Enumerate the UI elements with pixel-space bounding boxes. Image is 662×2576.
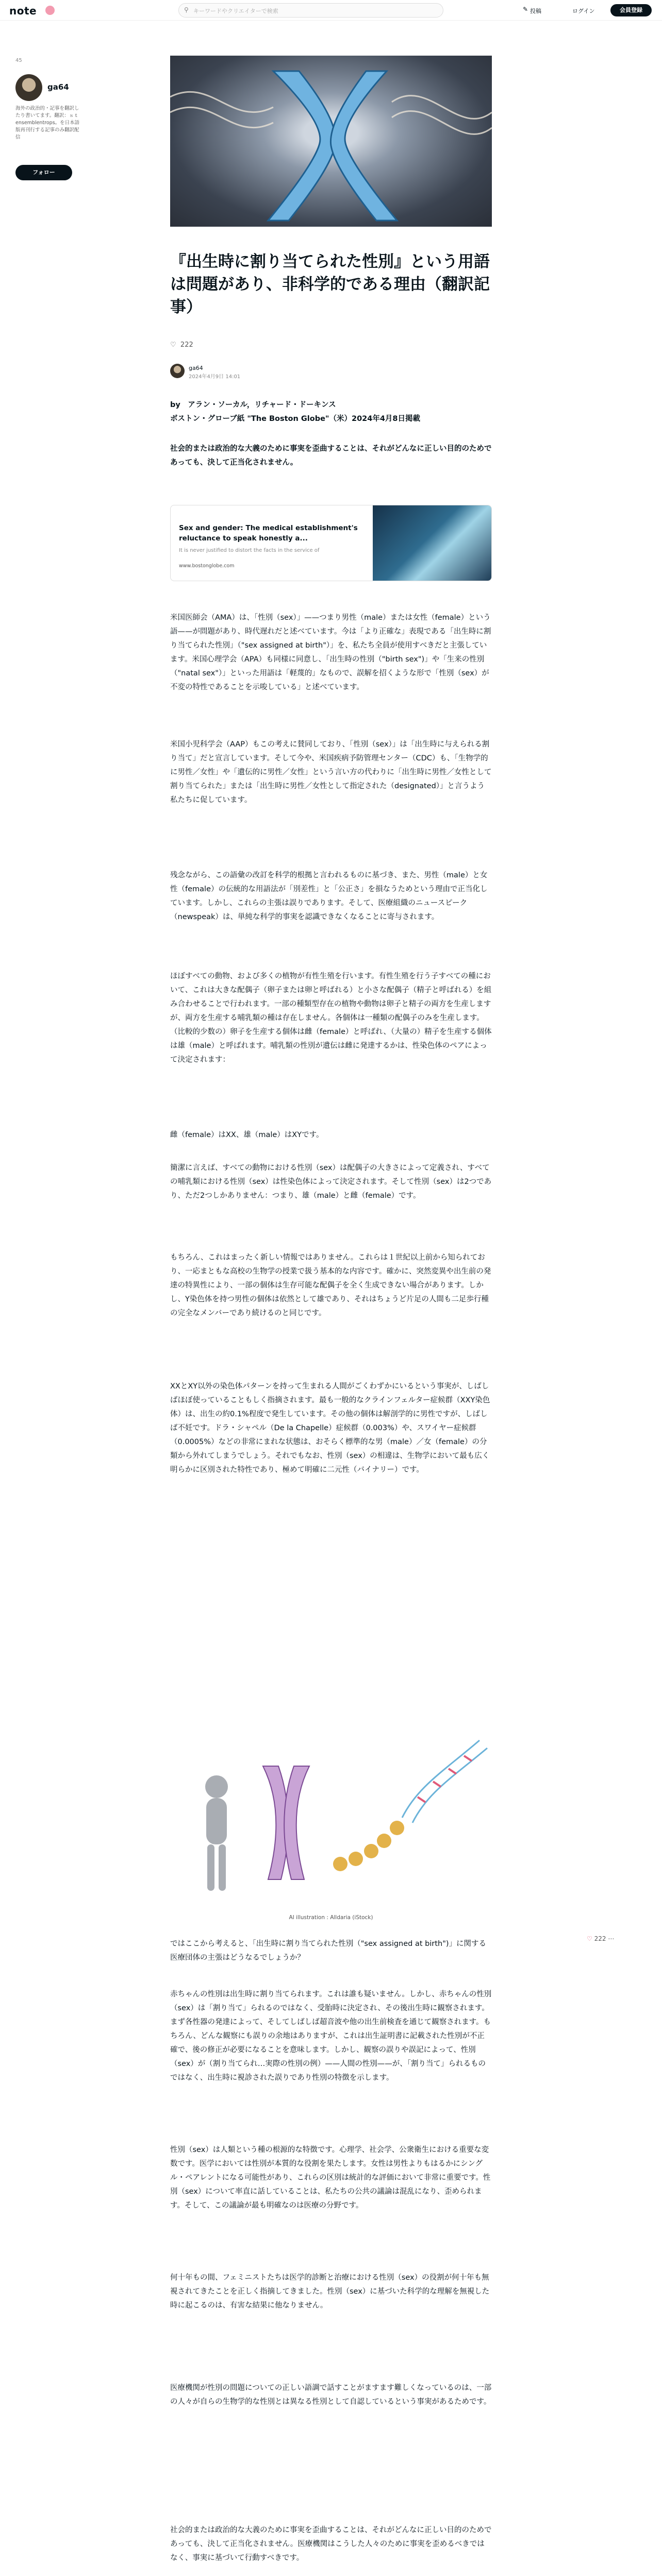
paragraph-9: 赤ちゃんの性別は出生時に割り当てられます。これは誰も疑いません。しかし、赤ちゃんの性別（sex）は「割り当て」られるのではなく、受胎時に決定され、その後出生時に観察されます。まず各性器の発達によって、そしてしばしば超音波や他の出生前検査を通じて観察されます。もちろん、どんな観察にも誤りの余地はありますが、これは出生証明書に記載された性別が不正確で、後の修正が必要になることを意味します。しかし、観察の誤りや誤記によって、性別（sex）が（割り当てられ…実際の性別の例）——人間の性別——が、「割り当て」られるものではなく、出生時に視診された誤りであり性別の特徴を示します。: [170, 1990, 492, 2082]
card-description: It is never justified to distort the facts in the service of: [179, 548, 320, 553]
link-card[interactable]: [170, 505, 492, 581]
author-avatar[interactable]: [170, 364, 185, 378]
paragraph-3: 残念ながら、この語彙の改訂を科学的根拠と言われるものに基づき、また、男性（male）と女性（female）の伝統的な用語法が「別差性」と「公正さ」を損なうためという理由で正当化しています。しかし、これらの主張は誤りであります。そして、医療組織のニュースピーク（newspeak）は、単純な科学的事実を認識できなくなることに寄与されます。: [170, 871, 488, 921]
byline-1: by アラン・ソーカル，リチャード・ドーキンス: [170, 401, 336, 409]
card-url: www.bostonglobe.com: [179, 563, 235, 569]
follow-button[interactable]: フォロー: [15, 165, 72, 180]
paragraph-11: 何十年もの間、フェミニストたちは医学的診断と治療における性別（sex）の役割が何十年も無視されてきたことを正しく指摘してきました。性別（sex）に基づいた科学的な理解を無視した時に起こるのは、有害な結果に他なりません。: [170, 2274, 490, 2310]
like-counter[interactable]: [170, 341, 193, 349]
search-icon: ⚲: [184, 6, 189, 13]
sidebar-small-label: 45: [15, 58, 22, 63]
post-link[interactable]: 投稿: [530, 8, 541, 14]
paragraph-10: 性別（sex）は人類という種の根源的な特徴です。心理学、社会学、公衆衛生における重要な変数です。医学においては性別が本質的な役割を果たします。女性は男性よりもはるかにシングル・ペアレントになる可能性があり、これらの区別は統計的な評価において非常に重要です。性別（sex）について率直に話していることは、私たちの公共の議論は混乱になり、歪められます。そして、この議論が最も明確なのは医療の分野です。: [170, 2146, 491, 2210]
chromosome-illustration: [170, 56, 492, 227]
paragraph-4b: 雌（female）はXX、雄（male）はXYです。: [170, 1131, 324, 1139]
publish-date: 2024年4月9日 14:01: [189, 374, 241, 380]
chromosome-dna-illustration: [170, 1709, 492, 1905]
article-title: 『出生時に割り当てられた性別』という用語は問題があり、非科学的である理由（翻訳記事）: [170, 252, 490, 316]
paragraph-1: 米国医師会（AMA）は、「性別（sex）」——つまり男性（male）または女性（female）という語——が問題があり、時代遅れだと述べています。今は「より正確な」表現である「出生時に割り当てられた性別」（"sex assigned at birth"）」を、私たち全員が使用すべきだと主張しています。米国心理学会（APA）も同様に同意し、「出生時の性別（"birth sex")」や「生来の性別（"natal sex"）」といった用語は「軽蔑的」なもので、誤解を招くような形で「性別（sex）が不変の特性であることを示唆している」と述べています。: [170, 614, 491, 691]
paragraph-12: 医療機関が性別の問題についての正しい語調で話すことがますます難しくなっているのは、一部の人々が自らの生物学的な性別とは異なる性別として自認しているという事実があるためです。: [170, 2384, 492, 2406]
paragraph-6: もちろん、これはまったく新しい情報ではありません。これらは１世紀以上前から知られており、一応まともな高校の生物学の授業で扱う基本的な内容です。確かに、突然変異や出生前の発達の特異性により、一部の個体は生存可能な配偶子を全く生成できない場合があります。しかし、Y染色体を持つ男性の個体は依然として雄であり、それはちょうど片足の人間も二足歩行種の完全なメンバーであり続けるのと同じです。: [170, 1253, 491, 1317]
avatar[interactable]: [15, 74, 42, 101]
register-button[interactable]: 会員登録: [610, 4, 652, 16]
paragraph-8: ではここから考えると、「出生時に割り当てられた性別（"sex assigned at birth")」に関する医療団体の主張はどうなるでしょうか？: [170, 1940, 487, 1962]
floating-like-button[interactable]: [587, 1935, 614, 1942]
paragraph-4: ほぼすべての動物、および多くの植物が有性生殖を行います。有性生殖を行う子すべての種において、これは大きな配偶子（卵子または卵と呼ばれる）と小さな配偶子（精子と呼ばれる）を組み合わせることで行われます。一部の種類型存在の植物や動物は卵子と精子の両方を生産しますが、両方を生産する哺乳類の種は存在しません。各個体は一種類の配偶子のみを生産します。（比較的少数の）卵子を生産する個体は雌（female）と呼ばれ、（大量の）精子を生産する個体は雄（male）と呼ばれます。哺乳類の性別が遺伝は雌に発達するかは、性染色体のペアによって決定されます：: [170, 972, 492, 1064]
login-link[interactable]: ログイン: [572, 8, 595, 14]
paragraph-5: 簡潔に言えば、すべての動物における性別（sex）は配偶子の大きさによって定義され、すべての哺乳類における性別（sex）は性染色体によって決定されます。そして性別（sex）は2つであり、ただ2つしかありません：つまり、雄（male）と雌（female）です。: [170, 1164, 492, 1200]
search-input[interactable]: [178, 3, 443, 18]
card-title: Sex and gender: The medical establishment's reluctance to speak honestly a...: [179, 524, 358, 543]
paragraph-13: 社会的または政治的な大義のために事実を歪曲することは、それがどんなに正しい目的のためであっても、決して正当化されません。医療機関はこうした人々のために事実を歪めるべきではなく、事実に基づいて行動すべきです。: [170, 2526, 492, 2562]
top-bar: [0, 0, 662, 21]
creator-description: 海外の政治的・記事を翻訳したり書いてます。翻訳：ｓｔ ensemblentrops。を日本語版再刊行する記事のみ翻訳配信: [15, 106, 84, 140]
pencil-icon: ✎: [523, 6, 528, 13]
heart-icon[interactable]: ♡: [587, 1935, 592, 1942]
lead-paragraph: 社会的または政治的な大義のために事実を歪曲することは、それがどんなに正しい目的のためであっても、決して正当化されません。: [170, 445, 492, 467]
illustration-caption: AI illustration : Alldaria (iStock): [289, 1914, 373, 1921]
search-placeholder: キーワードやクリエイターで検索: [193, 8, 278, 14]
creator-name[interactable]: ga64: [47, 82, 69, 92]
share-icon[interactable]: ⋯: [608, 1935, 615, 1942]
heart-icon[interactable]: ♡: [170, 341, 176, 349]
flower-icon: [45, 6, 55, 15]
hero-image: [170, 56, 492, 227]
creator-sidebar: [15, 58, 119, 176]
byline-2: ボストン・グローブ紙 "The Boston Globe"（米）2024年4月8日掲載: [170, 415, 421, 423]
floating-like-count: 222: [594, 1935, 606, 1942]
paragraph-2: 米国小児科学会（AAP）もこの考えに賛同しており、「性別（sex）」は「出生時に与えられる割り当て」だと宣言しています。そして今や、米国疾病予防管理センター（CDC）も、「生物学的に男性／女性」や「遺伝的に男性／女性」という言い方の代わりに「出生時に男性／女性として割り当てられた」または「出生時に男性／女性として指定された（designated）」と言うよう私たちに促しています。: [170, 740, 492, 804]
paragraph-7: XXとXY以外の染色体パターンを持って生まれる人間がごくわずかにいるという事実が、しばしばほぼ使っていることもしく指摘されます。最も一般的なクラインフェルター症候群（XXY染色体）は、出生の約0.1%程度で発生しています。その他の個体は解剖学的に男性ですが、しばしば不妊です。ドラ・シャペル（De la Chapelle）症候群（0.003%）や、スワイヤー症候群（0.0005%）などの非常にまれな状態は、おそらく標準的な男（male）／女（female）の分類から外れてしまうでしょう。それでもなお、性別（sex）の相違は、生物学において最も広く明らかに区別された特性であり、極めて明確に二元性（バイナリー）です。: [170, 1382, 490, 1474]
like-count: 222: [180, 341, 193, 349]
illustration-image: [170, 1709, 492, 1905]
author-name[interactable]: ga64: [189, 365, 203, 371]
card-thumbnail: [373, 505, 491, 581]
note-logo[interactable]: note: [9, 5, 37, 17]
